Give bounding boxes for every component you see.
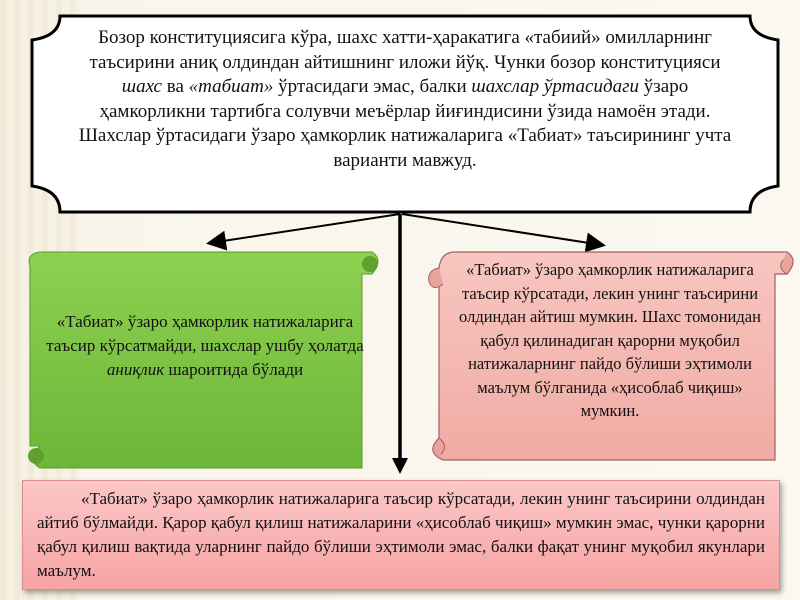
arrow-left	[210, 214, 400, 243]
top-box-text: Бозор конституциясига кўра, шахс хатти-ҳаракатига «табиий» омилларнинг таъсирини аниқ олдиндан айтишнинг иложи йўқ. Чунки бозор конституцияси шахс ва «табиат» ўртасидаги эмас, балки шахслар ўртасидаги ўзаро ҳамкорликни тартибга солувчи меъёрлар йиғиндисини ўзида намоён этади. Шахслар ўртасидаги ўзаро ҳамкорлик натижаларига «Табиат» таъсирининг учта варианти мавжуд.	[78, 27, 732, 171]
bottom-box	[22, 480, 780, 590]
right-box-text: «Табиат» ўзаро ҳамкорлик натижаларига таъсир кўрсатади, лекин унинг таъсирини олдиндан айтиш мумкин. Шахс томонидан қабул қилинадиган қарорни муқобил натижаларнинг пайдо бўлиши эҳтимоли маълум бўлганида «ҳисоблаб чиқиш» мумкин.	[459, 260, 761, 420]
arrow-right	[402, 214, 602, 245]
right-pink-scroll	[415, 248, 800, 466]
left-box-text: «Табиат» ўзаро ҳамкорлик натижаларига таъсир кўрсатмайди, шахслар ушбу ҳолатда аниқлик шароитида бўлади	[46, 312, 364, 379]
left-green-box	[22, 250, 382, 470]
bottom-box-text: «Табиат» ўзаро ҳамкорлик натижаларига таъсир кўрсатади, лекин унинг таъсирини олдиндан айтиб бўлмайди. Қарор қабул қилиш натижаларини «ҳисоблаб чиқиш» мумкин эмас, чунки қарорни қабул қилиш вақтида уларнинг пайдо бўлиши эҳтимоли эмас, балки фақат унинг муқобил якунлари маълум.	[37, 489, 765, 580]
arrow-down-head	[392, 458, 408, 474]
